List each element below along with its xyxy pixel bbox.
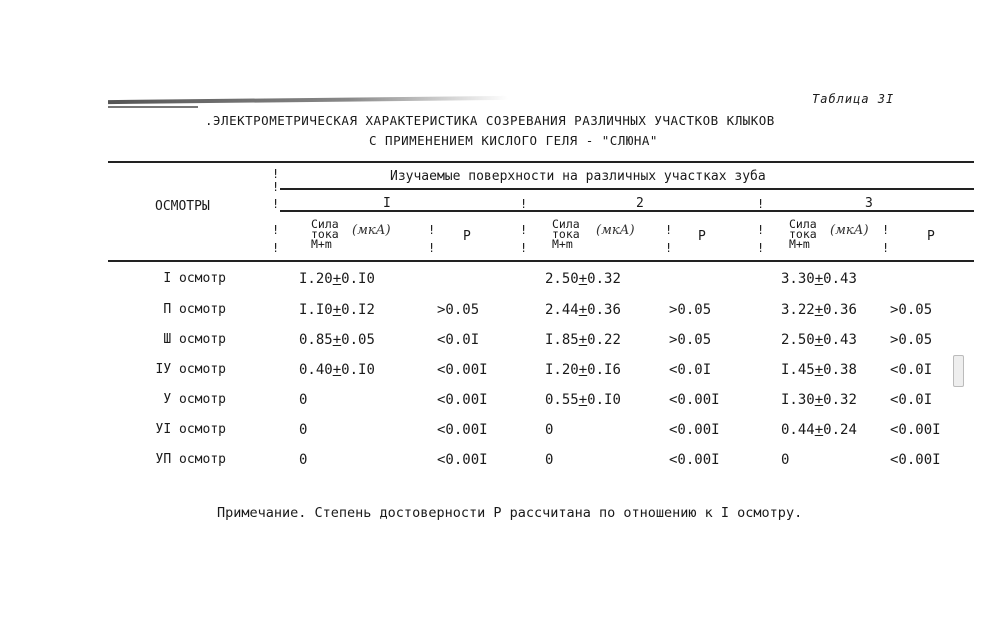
zone3-p: <0.00I <box>890 422 941 438</box>
p-label: Р <box>698 229 706 244</box>
zone2-current: I.85+0.22 <box>545 332 621 348</box>
zone1-p: <0.00I <box>437 362 488 378</box>
table-top-rule <box>108 161 974 163</box>
zone-number-1: I <box>383 196 391 211</box>
row-label: У осмотр <box>163 392 226 407</box>
column-separator: ! <box>520 241 528 255</box>
zone1-current: I.20+0.I0 <box>299 271 375 287</box>
column-separator: ! <box>757 197 765 211</box>
row-label: IУ осмотр <box>155 362 226 377</box>
zone3-current: 3.22+0.36 <box>781 302 857 318</box>
zone2-p: <0.00I <box>669 452 720 468</box>
zone2-p: <0.00I <box>669 422 720 438</box>
header-bottom-rule <box>108 260 974 262</box>
unit-handwritten: (мкА) <box>830 223 869 238</box>
zone2-p: <0.00I <box>669 392 720 408</box>
header-divider <box>280 188 974 190</box>
zone2-current: 2.50+0.32 <box>545 271 621 287</box>
zone1-p: >0.05 <box>437 302 480 318</box>
zone3-current: 0 <box>781 452 790 468</box>
row-label: Ш осмотр <box>163 332 226 347</box>
column-separator: ! <box>665 241 673 255</box>
column-separator: ! <box>882 223 890 237</box>
stamp-mark <box>953 355 964 387</box>
column-separator: ! <box>520 197 528 211</box>
table-note: Примечание. Степень достоверности Р рассчитана по отношению к I осмотру. <box>217 505 803 521</box>
zone1-current: 0 <box>299 422 308 438</box>
zone3-p: >0.05 <box>890 302 933 318</box>
zone1-p: <0.00I <box>437 422 488 438</box>
zone3-p: <0.0I <box>890 392 933 408</box>
zone2-current: 0 <box>545 422 554 438</box>
zone2-current: 0.55+0.I0 <box>545 392 621 408</box>
zone1-p: <0.0I <box>437 332 480 348</box>
column-separator: ! <box>520 223 528 237</box>
p-label: Р <box>463 229 471 244</box>
zone3-current: 0.44+0.24 <box>781 422 857 438</box>
column-separator: ! <box>757 223 765 237</box>
table-title-line1: .ЭЛЕКТРОМЕТРИЧЕСКАЯ ХАРАКТЕРИСТИКА СОЗРЕВАНИЯ РАЗЛИЧНЫХ УЧАСТКОВ КЛЫКОВ <box>205 113 775 128</box>
zone2-current: 0 <box>545 452 554 468</box>
zone1-p: <0.00I <box>437 392 488 408</box>
zone3-p: <0.00I <box>890 452 941 468</box>
unit-handwritten: (мкА) <box>352 223 391 238</box>
current-label: Сила тока М+m <box>552 217 580 251</box>
zone3-current: 3.30+0.43 <box>781 271 857 287</box>
zone3-current: 2.50+0.43 <box>781 332 857 348</box>
zone2-p: <0.0I <box>669 362 712 378</box>
scan-artifact-line <box>108 96 508 104</box>
zone3-current: I.30+0.32 <box>781 392 857 408</box>
zone1-current: 0 <box>299 452 308 468</box>
row-label: I осмотр <box>163 271 226 286</box>
row-label: УI осмотр <box>155 422 226 437</box>
zone3-p: >0.05 <box>890 332 933 348</box>
zone2-p: >0.05 <box>669 332 712 348</box>
p-label: Р <box>927 229 935 244</box>
column-separator: ! <box>665 223 673 237</box>
column-separator: ! <box>428 223 436 237</box>
zone1-current: 0.40+0.I0 <box>299 362 375 378</box>
row-label: УП осмотр <box>155 452 226 467</box>
row-label: П осмотр <box>163 302 226 317</box>
row-header-label: ОСМОТРЫ <box>155 199 210 214</box>
column-separator: ! <box>272 167 280 181</box>
table-title-line2: С ПРИМЕНЕНИЕМ КИСЛОГО ГЕЛЯ - "СЛЮНА" <box>369 133 658 148</box>
column-separator: ! <box>882 241 890 255</box>
scan-artifact-line <box>108 106 198 108</box>
table-number: Таблица 3I <box>812 92 895 106</box>
zone1-current: 0.85+0.05 <box>299 332 375 348</box>
column-separator: ! <box>757 241 765 255</box>
zone1-p: <0.00I <box>437 452 488 468</box>
zone2-current: I.20+0.I6 <box>545 362 621 378</box>
column-separator: ! <box>272 180 280 194</box>
zone2-p: >0.05 <box>669 302 712 318</box>
zone-number-3: 3 <box>865 196 873 211</box>
current-label: Сила тока М+m <box>311 217 339 251</box>
unit-handwritten: (мкА) <box>596 223 635 238</box>
zone3-current: I.45+0.38 <box>781 362 857 378</box>
column-separator: ! <box>428 241 436 255</box>
current-label: Сила тока М+m <box>789 217 817 251</box>
column-separator: ! <box>272 197 280 211</box>
zone1-current: 0 <box>299 392 308 408</box>
zone1-current: I.I0+0.I2 <box>299 302 375 318</box>
surfaces-group-title: Изучаемые поверхности на различных участках зуба <box>390 169 766 184</box>
column-separator: ! <box>272 223 280 237</box>
zone2-current: 2.44+0.36 <box>545 302 621 318</box>
column-separator: ! <box>272 241 280 255</box>
zone3-p: <0.0I <box>890 362 933 378</box>
zone-number-2: 2 <box>636 196 644 211</box>
